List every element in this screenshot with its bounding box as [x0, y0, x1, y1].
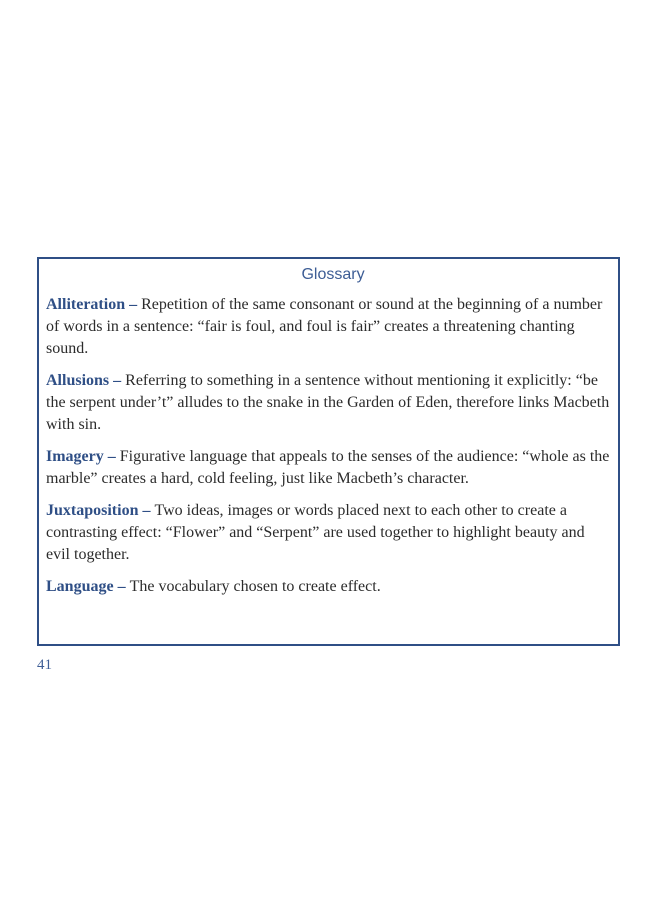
term-dash: – — [109, 372, 126, 389]
glossary-definition: Two ideas, images or words placed next to each other to create a contrasting effect: “Flower” and “Serpent” are used together to highlight beauty and evil together. — [46, 502, 585, 563]
glossary-entry-juxtaposition — [46, 500, 610, 566]
term-dash: – — [138, 502, 155, 519]
glossary-term: Imagery — [46, 448, 104, 465]
glossary-entry-allusions — [46, 370, 610, 436]
glossary-entry-language — [46, 576, 610, 598]
glossary-term: Allusions — [46, 372, 110, 389]
glossary-term: Alliteration — [46, 296, 126, 313]
glossary-entry-alliteration — [46, 294, 610, 360]
glossary-entry-imagery — [46, 446, 610, 490]
term-dash: – — [125, 296, 142, 313]
glossary-title: Glossary — [301, 266, 365, 283]
glossary-definition: Referring to something in a sentence without mentioning it explicitly: “be the serpent under’t” alludes to the snake in the Garden of Eden, therefore links Macbeth with sin. — [46, 372, 610, 433]
glossary-term: Juxtaposition — [46, 502, 139, 519]
term-dash: – — [113, 578, 130, 595]
page-number: 41 — [37, 657, 52, 673]
glossary-definition: Figurative language that appeals to the senses of the audience: “whole as the marble” creates a hard, cold feeling, just like Macbeth’s character. — [46, 448, 610, 487]
glossary-definition: Repetition of the same consonant or sound at the beginning of a number of words in a sentence: “fair is foul, and foul is fair” creates a threatening chanting sound. — [46, 296, 603, 357]
glossary-definition: The vocabulary chosen to create effect. — [129, 578, 381, 595]
glossary-box — [37, 257, 620, 646]
glossary-term: Language — [46, 578, 114, 595]
term-dash: – — [103, 448, 120, 465]
